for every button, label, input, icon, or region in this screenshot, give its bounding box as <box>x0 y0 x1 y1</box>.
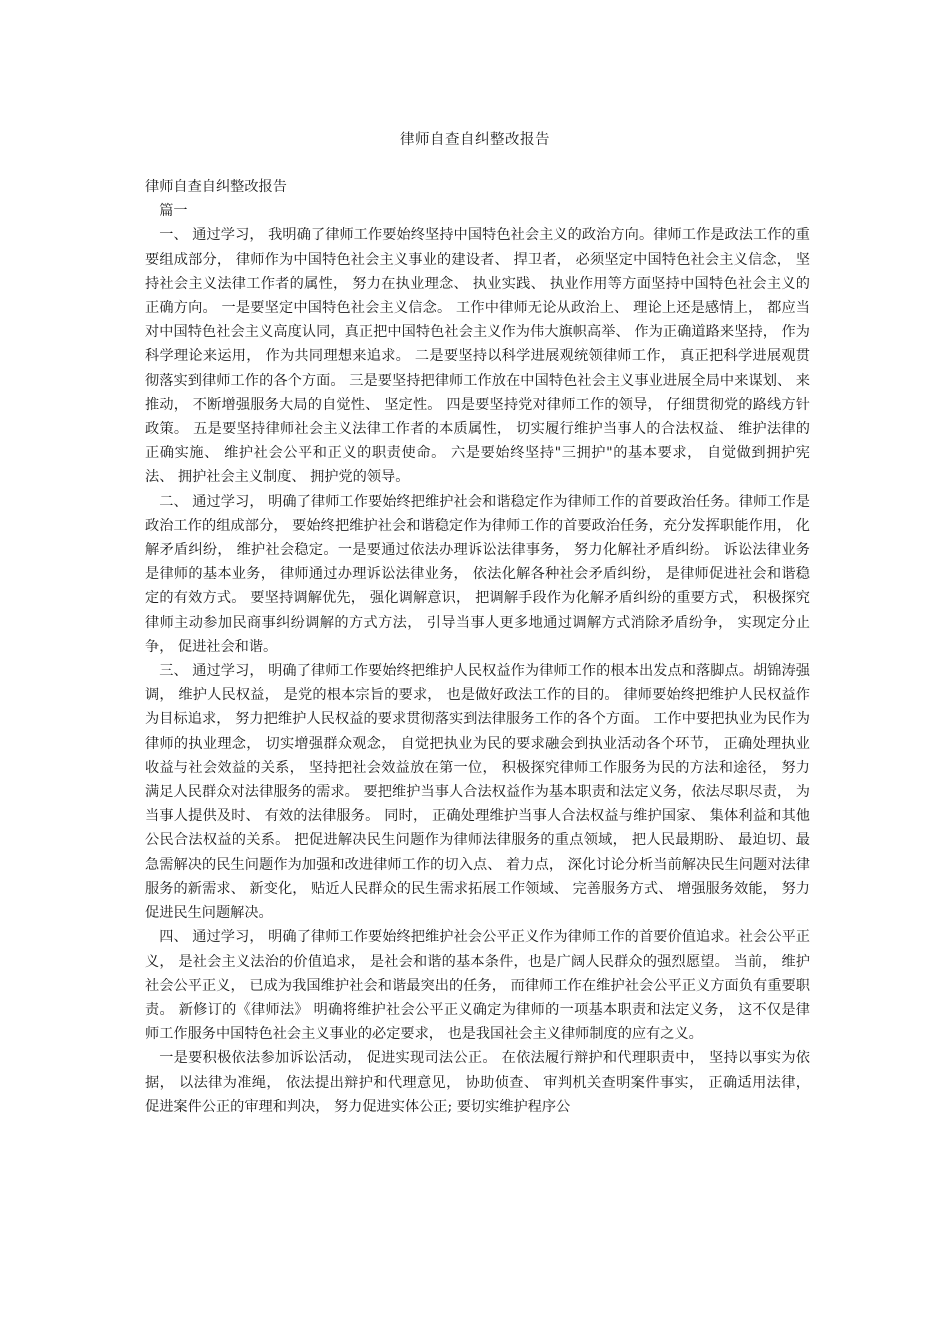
document-body <box>145 175 810 1119</box>
document-title: 律师自查自纠整改报告 <box>400 132 550 148</box>
section-label: 篇一 <box>159 203 188 220</box>
paragraph-1: 一、 通过学习， 我明确了律师工作要始终坚持中国特色社会主义的政治方向。律师工作是政法工作的重要组成部分， 律师作为中国特色社会主义事业的建设者、 捍卫者， 必须坚定中国特色社会主义信念， 坚持社会主义法律工作者的属性， 努力在执业理念、 执业实践、 执业作用等方面坚持中国特色社会主义的正确方向。 一是要坚定中国特色社会主义信念。 工作中律师无论从政治上、 理论上还是感情上， 都应当对中国特色社会主义高度认同，真正把中国特色社会主义作为伟大旗帜高举、 作为正确道路来坚持， 作为科学理论来运用， 作为共同理想来追求。 二是要坚持以科学进展观统领律师工作， 真正把科学进展观贯彻落实到律师工作的各个方面。 三是要坚持把律师工作放在中国特色社会主义事业进展全局中来谋划、 来推动， 不断增强服务大局的自觉性、 坚定性。 四是要坚持党对律师工作的领导， 仔细贯彻党的路线方针政策。 五是要坚持律师社会主义法律工作者的本质属性， 切实履行维护当事人的合法权益、 维护法律的正确实施、 维护社会公平和正义的职责使命。 六是要始终坚持"三拥护"的基本要求， 自觉做到拥护宪法、 拥护社会主义制度、 拥护党的领导。 <box>145 227 810 486</box>
document-subtitle: 律师自查自纠整改报告 <box>145 179 287 195</box>
paragraph-2: 二、 通过学习， 明确了律师工作要始终把维护社会和谐稳定作为律师工作的首要政治任务。律师工作是政治工作的组成部分， 要始终把维护社会和谐稳定作为律师工作的首要政治任务，充分发挥职能作用， 化解矛盾纠纷， 维护社会稳定。一是要通过依法办理诉讼法律事务， 努力化解社矛盾纠纷。 诉讼法律业务是律师的基本业务， 律师通过办理诉讼法律业务， 依法化解各种社会矛盾纠纷， 是律师促进社会和谐稳定的有效方式。 要坚持调解优先， 强化调解意识， 把调解手段作为化解矛盾纠纷的重要方式， 积极探究律师主动参加民商事纠纷调解的方式方法， 引导当事人更多地通过调解方式消除矛盾纷争， 实现定分止争， 促进社会和谐。 <box>145 493 810 655</box>
paragraph-5: 一是要积极依法参加诉讼活动， 促进实现司法公正。 在依法履行辩护和代理职责中， 坚持以事实为依据， 以法律为准绳， 依法提出辩护和代理意见， 协助侦查、 审判机关查明案件事实， 正确适用法律， 促进案件公正的审理和判决， 努力促进实体公正; 要切实维护程序公 <box>145 1050 810 1115</box>
paragraph-4: 四、 通过学习， 明确了律师工作要始终把维护社会公平正义作为律师工作的首要价值追求。社会公平正义， 是社会主义法治的价值追求， 是社会和谐的基本条件，也是广阔人民群众的强烈愿望。 当前， 维护社会公平正义， 已成为我国维护社会和谐最突出的任务， 而律师工作在维护社会公平正义方面负有重要职责。 新修订的《律师法》 明确将维护社会公平正义确定为律师的一项基本职责和法定义务， 这不仅是律师工作服务中国特色社会主义事业的必定要求， 也是我国社会主义律师制度的应有之义。 <box>145 929 810 1043</box>
paragraph-3: 三、 通过学习， 明确了律师工作要始终把维护人民权益作为律师工作的根本出发点和落脚点。胡锦涛强调， 维护人民权益， 是党的根本宗旨的要求， 也是做好政法工作的目的。 律师要始终把维护人民权益作为目标追求， 努力把维护人民权益的要求贯彻落实到法律服务工作的各个方面。 工作中要把执业为民作为律师的执业理念， 切实增强群众观念， 自觉把执业为民的要求融会到执业活动各个环节， 正确处理执业收益与社会效益的关系， 坚持把社会效益放在第一位， 积极探究律师工作服务为民的方法和途径， 努力满足人民群众对法律服务的需求。 要把维护当事人合法权益作为基本职责和法定义务，依法尽职尽责， 为当事人提供及时、 有效的法律服务。 同时， 正确处理维护当事人合法权益与维护国家、 集体利益和其他公民合法权益的关系。 把促进解决民生问题作为律师法律服务的重点领域， 把人民最期盼、 最迫切、最急需解决的民生问题作为加强和改进律师工作的切入点、 着力点， 深化讨论分析当前解决民生问题对法律服务的新需求、 新变化， 贴近人民群众的民生需求拓展工作领域、 完善服务方式、 增强服务效能， 努力促进民生问题解决。 <box>145 663 810 922</box>
